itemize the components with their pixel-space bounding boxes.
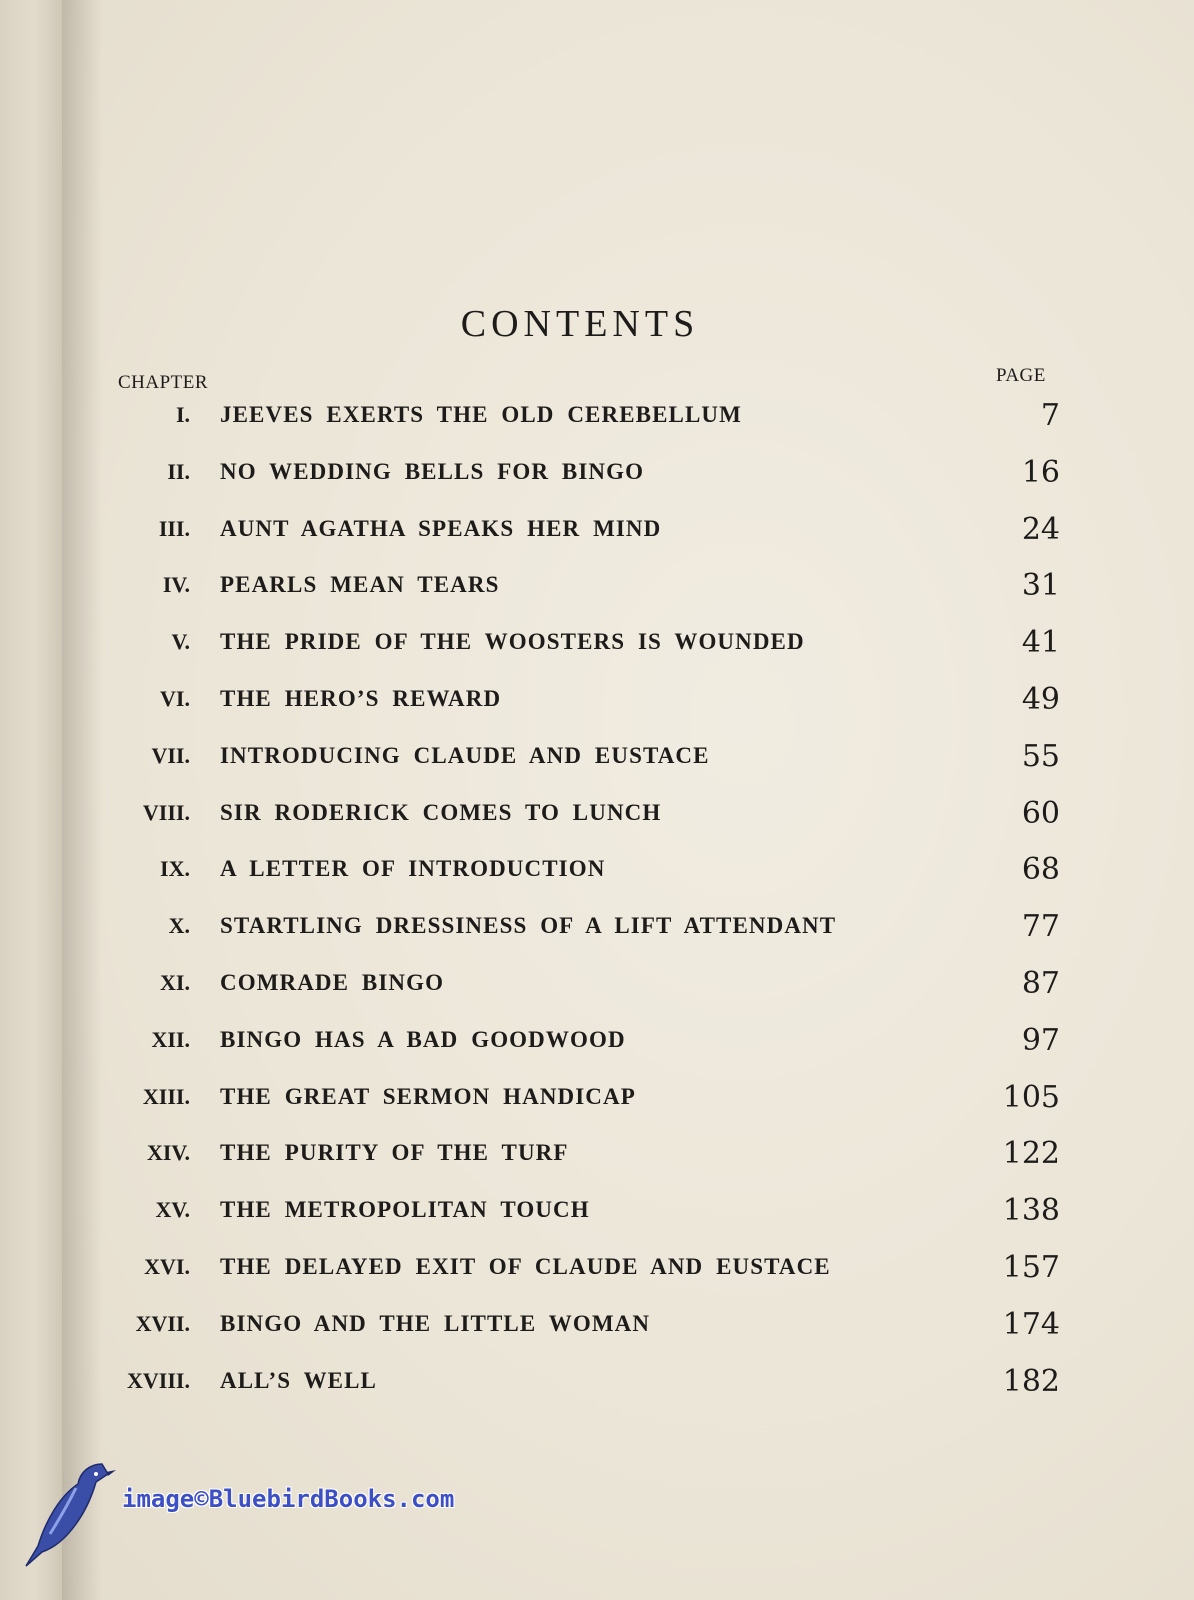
chapter-number: XVII. (135, 1310, 190, 1336)
chapter-title: THE HERO’S REWARD (220, 686, 502, 711)
chapter-title: COMRADE BINGO (220, 970, 445, 995)
toc-entry (0, 623, 1194, 663)
toc-entry (0, 907, 1194, 947)
toc-entry (0, 794, 1194, 834)
chapter-title: THE DELAYED EXIT OF CLAUDE AND EUSTACE (220, 1254, 831, 1279)
chapter-number: II. (167, 458, 190, 484)
page-number: 16 (1021, 454, 1060, 490)
toc-entry (0, 964, 1194, 1004)
toc-entry (0, 566, 1194, 606)
page-number: 68 (1021, 852, 1060, 888)
page-title: CONTENTS (460, 303, 700, 345)
toc-entry (0, 1078, 1194, 1118)
chapter-title: BINGO HAS A BAD GOODWOOD (220, 1026, 626, 1052)
page-number: 24 (1021, 511, 1060, 547)
chapter-title: THE GREAT SERMON HANDICAP (220, 1083, 636, 1109)
chapter-number: VI. (160, 686, 190, 711)
chapter-title: JEEVES EXERTS THE OLD CEREBELLUM (220, 402, 742, 427)
toc-entry (0, 1191, 1194, 1231)
chapter-title: BINGO AND THE LITTLE WOMAN (220, 1310, 651, 1336)
toc-entry (0, 396, 1194, 436)
chapter-number: VIII. (142, 799, 190, 825)
chapter-number: XIV. (146, 1140, 190, 1166)
page-number: 157 (1002, 1250, 1060, 1285)
chapter-title: NO WEDDING BELLS FOR BINGO (220, 458, 645, 484)
page-number: 174 (1002, 1306, 1060, 1342)
page-number: 97 (1021, 1022, 1060, 1058)
watermark-text: image©BluebirdBooks.com (122, 1485, 455, 1513)
toc-entry (0, 1134, 1194, 1174)
chapter-number: XVI. (144, 1254, 190, 1279)
page-number: 7 (1040, 398, 1060, 433)
page-number: 77 (1021, 909, 1060, 945)
toc-entry (0, 1021, 1194, 1061)
chapter-title: THE METROPOLITAN TOUCH (220, 1197, 590, 1223)
page-number: 41 (1021, 625, 1060, 661)
toc-entry (0, 510, 1194, 550)
chapter-number: VII. (151, 742, 190, 768)
chapter-title: THE PURITY OF THE TURF (220, 1140, 569, 1166)
page-number: 122 (1002, 1136, 1060, 1172)
page-number: 31 (1021, 568, 1060, 604)
chapter-title: A LETTER OF INTRODUCTION (220, 856, 606, 882)
chapter-number: X. (168, 913, 190, 939)
chapter-number: IV. (162, 572, 190, 598)
toc-entry (0, 737, 1194, 777)
chapter-number: IX. (160, 856, 190, 882)
page-number: 60 (1021, 795, 1060, 831)
chapter-number: XVIII. (127, 1367, 190, 1393)
chapter-number: XIII. (142, 1083, 190, 1109)
chapter-number: XI. (160, 970, 190, 995)
page-column-header: PAGE (996, 365, 1046, 386)
page-number: 105 (1002, 1079, 1060, 1115)
chapter-title: PEARLS MEAN TEARS (220, 572, 500, 598)
bluebird-icon (20, 1460, 560, 1570)
toc-entry (0, 1362, 1194, 1402)
chapter-title: AUNT AGATHA SPEAKS HER MIND (220, 515, 662, 541)
chapter-number: I. (175, 402, 190, 427)
toc-entry (0, 850, 1194, 890)
chapter-title: THE PRIDE OF THE WOOSTERS IS WOUNDED (220, 629, 805, 655)
toc-entry (0, 453, 1194, 493)
chapter-number: XV. (155, 1197, 190, 1223)
chapter-title: SIR RODERICK COMES TO LUNCH (220, 799, 662, 825)
chapter-column-header: CHAPTER (118, 372, 209, 393)
toc-entry (0, 1305, 1194, 1345)
chapter-number: XII. (151, 1026, 190, 1052)
chapter-title: STARTLING DRESSINESS OF A LIFT ATTENDANT (220, 913, 837, 939)
toc-entry (0, 1248, 1194, 1288)
page-number: 87 (1021, 966, 1060, 1001)
page-number: 182 (1002, 1363, 1060, 1399)
chapter-number: V. (171, 629, 190, 655)
chapter-number: III. (158, 515, 190, 541)
page-number: 49 (1021, 682, 1060, 717)
chapter-title: ALL’S WELL (220, 1367, 377, 1393)
page-number: 138 (1002, 1193, 1060, 1229)
chapter-title: INTRODUCING CLAUDE AND EUSTACE (220, 742, 710, 768)
toc-entry (0, 680, 1194, 720)
page-number: 55 (1021, 738, 1060, 774)
